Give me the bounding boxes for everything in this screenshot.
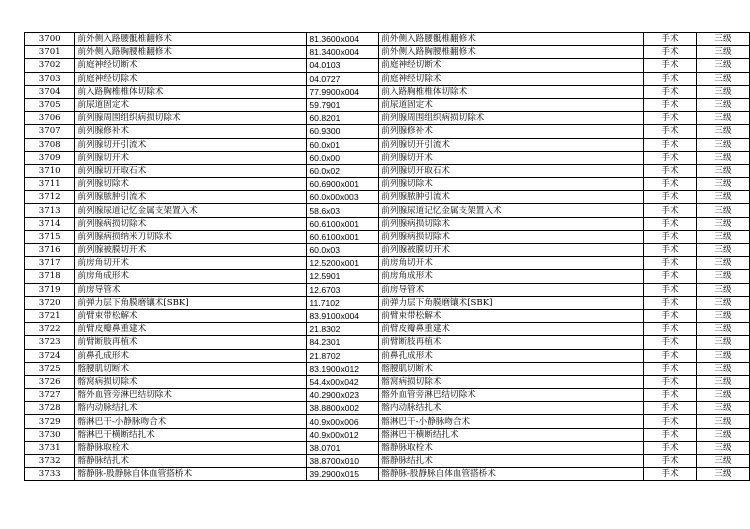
procedure-type-cell: 手术 [644, 204, 697, 217]
procedure-code-cell: 60.0x00 [307, 151, 379, 164]
procedure-type-cell: 手术 [644, 178, 697, 191]
procedure-level-cell: 三级 [696, 244, 749, 257]
procedure-name-standard-cell: 髂静脉结扎术 [379, 455, 644, 468]
procedure-level-cell: 三级 [696, 389, 749, 402]
procedure-code-cell: 38.8700x010 [307, 455, 379, 468]
procedure-name-cell: 前列腺病损纳米刀切除术 [75, 230, 307, 243]
row-number-cell: 3713 [25, 204, 75, 217]
row-number-cell: 3700 [25, 33, 75, 46]
procedure-name-cell: 髂窝病损切除术 [75, 375, 307, 388]
procedure-name-cell: 前臂皮瓣鼻重建术 [75, 323, 307, 336]
table-row [25, 244, 750, 257]
row-number-cell: 3720 [25, 296, 75, 309]
procedure-level-cell: 三级 [696, 138, 749, 151]
procedure-type-cell: 手术 [644, 33, 697, 46]
procedure-name-cell: 髂淋巴干-小静脉吻合术 [75, 415, 307, 428]
procedure-type-cell: 手术 [644, 98, 697, 111]
procedure-type-cell: 手术 [644, 323, 697, 336]
table-row [25, 59, 750, 72]
procedure-level-cell: 三级 [696, 362, 749, 375]
procedure-name-standard-cell: 髂淋巴干-小静脉吻合术 [379, 415, 644, 428]
table-row [25, 402, 750, 415]
procedure-code-cell: 83.9100x004 [307, 309, 379, 322]
procedure-type-cell: 手术 [644, 85, 697, 98]
procedure-name-standard-cell: 前臂断肢再植术 [379, 336, 644, 349]
procedure-level-cell: 三级 [696, 309, 749, 322]
procedure-name-standard-cell: 前列腺修补术 [379, 125, 644, 138]
procedure-level-cell: 三级 [696, 217, 749, 230]
procedure-name-cell: 前弹力层下角膜磨镶术[SBK] [75, 296, 307, 309]
procedure-type-cell: 手术 [644, 362, 697, 375]
procedure-name-standard-cell: 前列腺周围组织病损切除术 [379, 112, 644, 125]
procedure-name-cell: 前庭神经切除术 [75, 72, 307, 85]
table-row [25, 217, 750, 230]
procedure-level-cell: 三级 [696, 428, 749, 441]
procedure-name-standard-cell: 前臂皮瓣鼻重建术 [379, 323, 644, 336]
procedure-level-cell: 三级 [696, 204, 749, 217]
procedure-type-cell: 手术 [644, 151, 697, 164]
table-row [25, 375, 750, 388]
procedure-code-cell: 60.0x01 [307, 138, 379, 151]
row-number-cell: 3732 [25, 455, 75, 468]
procedure-name-standard-cell: 前弹力层下角膜磨镶术[SBK] [379, 296, 644, 309]
table-row [25, 468, 750, 481]
table-row [25, 428, 750, 441]
procedure-code-cell: 38.0701 [307, 441, 379, 454]
table-row [25, 230, 750, 243]
procedure-level-cell: 三级 [696, 283, 749, 296]
procedure-code-cell: 60.6100x001 [307, 217, 379, 230]
table-row [25, 138, 750, 151]
procedure-type-cell: 手术 [644, 336, 697, 349]
procedure-code-cell: 81.3400x004 [307, 46, 379, 59]
procedure-type-cell: 手术 [644, 217, 697, 230]
table-row [25, 270, 750, 283]
row-number-cell: 3712 [25, 191, 75, 204]
row-number-cell: 3710 [25, 164, 75, 177]
procedure-name-standard-cell: 髂外血管旁淋巴结切除术 [379, 389, 644, 402]
table-row [25, 178, 750, 191]
procedure-name-standard-cell: 前房角切开术 [379, 257, 644, 270]
procedure-type-cell: 手术 [644, 138, 697, 151]
procedure-name-cell: 髂腰肌切断术 [75, 362, 307, 375]
procedure-level-cell: 三级 [696, 270, 749, 283]
procedure-name-cell: 前鼻孔成形术 [75, 349, 307, 362]
procedure-name-standard-cell: 前入路胸椎椎体切除术 [379, 85, 644, 98]
table-row [25, 46, 750, 59]
procedure-code-cell: 40.2900x023 [307, 389, 379, 402]
procedure-code-cell: 60.6900x001 [307, 178, 379, 191]
table-row [25, 441, 750, 454]
table-row [25, 164, 750, 177]
procedure-code-cell: 84.2301 [307, 336, 379, 349]
procedure-name-standard-cell: 髂内动脉结扎术 [379, 402, 644, 415]
procedure-code-cell: 12.5901 [307, 270, 379, 283]
procedure-type-cell: 手术 [644, 389, 697, 402]
table-row [25, 257, 750, 270]
procedure-code-cell: 39.2900x015 [307, 468, 379, 481]
procedure-level-cell: 三级 [696, 151, 749, 164]
procedure-name-cell: 前列腺被膜切开术 [75, 244, 307, 257]
procedure-name-cell: 前列腺周围组织病损切除术 [75, 112, 307, 125]
procedure-name-standard-cell: 髂静脉-股静脉自体血管搭桥术 [379, 468, 644, 481]
procedure-type-cell: 手术 [644, 283, 697, 296]
row-number-cell: 3729 [25, 415, 75, 428]
procedure-type-cell: 手术 [644, 72, 697, 85]
procedure-type-cell: 手术 [644, 415, 697, 428]
procedure-code-cell: 21.8702 [307, 349, 379, 362]
procedure-name-cell: 前外侧入路腰骶椎翻修术 [75, 33, 307, 46]
procedure-level-cell: 三级 [696, 125, 749, 138]
table-row [25, 151, 750, 164]
row-number-cell: 3727 [25, 389, 75, 402]
procedure-code-cell: 40.9x00x006 [307, 415, 379, 428]
row-number-cell: 3716 [25, 244, 75, 257]
row-number-cell: 3723 [25, 336, 75, 349]
procedure-level-cell: 三级 [696, 98, 749, 111]
procedure-name-standard-cell: 前列腺病损切除术 [379, 217, 644, 230]
procedure-name-standard-cell: 前列腺尿道记忆金属支架置入术 [379, 204, 644, 217]
procedure-level-cell: 三级 [696, 441, 749, 454]
row-number-cell: 3730 [25, 428, 75, 441]
procedure-level-cell: 三级 [696, 230, 749, 243]
procedure-code-cell: 60.8201 [307, 112, 379, 125]
procedure-level-cell: 三级 [696, 72, 749, 85]
procedure-name-standard-cell: 前尿道固定术 [379, 98, 644, 111]
procedure-name-standard-cell: 前列腺切开取石术 [379, 164, 644, 177]
row-number-cell: 3733 [25, 468, 75, 481]
procedure-level-cell: 三级 [696, 296, 749, 309]
procedure-name-cell: 髂内动脉结扎术 [75, 402, 307, 415]
table-row [25, 323, 750, 336]
procedure-code-cell: 60.0x00x003 [307, 191, 379, 204]
procedure-name-cell: 前列腺切开术 [75, 151, 307, 164]
procedure-name-cell: 前臂束带松解术 [75, 309, 307, 322]
procedure-code-cell: 83.1900x012 [307, 362, 379, 375]
row-number-cell: 3725 [25, 362, 75, 375]
procedure-name-standard-cell: 前列腺病损切除术 [379, 230, 644, 243]
procedure-type-cell: 手术 [644, 112, 697, 125]
table-row [25, 191, 750, 204]
procedure-code-cell: 54.4x00x042 [307, 375, 379, 388]
procedure-name-cell: 前列腺切开取石术 [75, 164, 307, 177]
procedure-type-cell: 手术 [644, 349, 697, 362]
row-number-cell: 3731 [25, 441, 75, 454]
procedure-level-cell: 三级 [696, 323, 749, 336]
table-row [25, 72, 750, 85]
row-number-cell: 3707 [25, 125, 75, 138]
procedure-level-cell: 三级 [696, 349, 749, 362]
procedure-name-cell: 前列腺切开引流术 [75, 138, 307, 151]
procedure-name-standard-cell: 前房导管术 [379, 283, 644, 296]
procedure-name-cell: 前列腺尿道记忆金属支架置入术 [75, 204, 307, 217]
procedure-name-cell: 前庭神经切断术 [75, 59, 307, 72]
procedure-name-standard-cell: 前房角成形术 [379, 270, 644, 283]
table-row [25, 415, 750, 428]
procedure-code-cell: 04.0727 [307, 72, 379, 85]
row-number-cell: 3721 [25, 309, 75, 322]
procedure-type-cell: 手术 [644, 296, 697, 309]
table-row [25, 349, 750, 362]
procedure-type-cell: 手术 [644, 191, 697, 204]
procedure-code-cell: 77.9900x004 [307, 85, 379, 98]
row-number-cell: 3718 [25, 270, 75, 283]
procedure-name-standard-cell: 前列腺被膜切开术 [379, 244, 644, 257]
table-row [25, 296, 750, 309]
procedure-name-standard-cell: 前列腺脓肿引流术 [379, 191, 644, 204]
procedure-level-cell: 三级 [696, 468, 749, 481]
row-number-cell: 3715 [25, 230, 75, 243]
row-number-cell: 3706 [25, 112, 75, 125]
procedure-level-cell: 三级 [696, 112, 749, 125]
procedure-type-cell: 手术 [644, 468, 697, 481]
procedure-type-cell: 手术 [644, 59, 697, 72]
procedure-name-standard-cell: 前外侧入路腰骶椎翻修术 [379, 33, 644, 46]
procedure-type-cell: 手术 [644, 428, 697, 441]
procedure-name-standard-cell: 前外侧入路胸腰椎翻修术 [379, 46, 644, 59]
procedure-name-cell: 前尿道固定术 [75, 98, 307, 111]
table-row [25, 33, 750, 46]
procedure-name-standard-cell: 前列腺切开术 [379, 151, 644, 164]
table-row [25, 362, 750, 375]
procedure-name-standard-cell: 前列腺切开引流术 [379, 138, 644, 151]
procedure-name-cell: 髂淋巴干横断结扎术 [75, 428, 307, 441]
row-number-cell: 3702 [25, 59, 75, 72]
procedure-type-cell: 手术 [644, 257, 697, 270]
table-row [25, 204, 750, 217]
row-number-cell: 3719 [25, 283, 75, 296]
procedure-name-standard-cell: 髂窝病损切除术 [379, 375, 644, 388]
procedure-name-standard-cell: 髂静脉取栓术 [379, 441, 644, 454]
row-number-cell: 3711 [25, 178, 75, 191]
procedure-type-cell: 手术 [644, 244, 697, 257]
procedure-type-cell: 手术 [644, 375, 697, 388]
procedure-code-cell: 59.7901 [307, 98, 379, 111]
procedure-level-cell: 三级 [696, 455, 749, 468]
procedure-level-cell: 三级 [696, 336, 749, 349]
procedure-type-cell: 手术 [644, 164, 697, 177]
table-row [25, 112, 750, 125]
procedure-level-cell: 三级 [696, 164, 749, 177]
procedure-name-cell: 前外侧入路胸腰椎翻修术 [75, 46, 307, 59]
procedure-name-cell: 前列腺病损切除术 [75, 217, 307, 230]
procedure-name-standard-cell: 前庭神经切断术 [379, 59, 644, 72]
row-number-cell: 3704 [25, 85, 75, 98]
procedure-code-cell: 60.6100x001 [307, 230, 379, 243]
procedure-level-cell: 三级 [696, 257, 749, 270]
procedure-type-cell: 手术 [644, 46, 697, 59]
row-number-cell: 3709 [25, 151, 75, 164]
procedure-name-cell: 髂外血管旁淋巴结切除术 [75, 389, 307, 402]
procedure-level-cell: 三级 [696, 375, 749, 388]
row-number-cell: 3705 [25, 98, 75, 111]
row-number-cell: 3726 [25, 375, 75, 388]
procedure-name-cell: 髂静脉取栓术 [75, 441, 307, 454]
row-number-cell: 3717 [25, 257, 75, 270]
procedure-name-cell: 前臂断肢再植术 [75, 336, 307, 349]
procedure-type-cell: 手术 [644, 309, 697, 322]
procedure-code-cell: 21.8302 [307, 323, 379, 336]
table-row [25, 389, 750, 402]
table-row [25, 98, 750, 111]
row-number-cell: 3701 [25, 46, 75, 59]
row-number-cell: 3722 [25, 323, 75, 336]
procedure-table [24, 32, 750, 481]
procedure-name-standard-cell: 前列腺切除术 [379, 178, 644, 191]
procedure-type-cell: 手术 [644, 402, 697, 415]
procedure-code-cell: 12.6703 [307, 283, 379, 296]
table-row [25, 455, 750, 468]
procedure-name-standard-cell: 髂淋巴干横断结扎术 [379, 428, 644, 441]
procedure-name-cell: 髂静脉结扎术 [75, 455, 307, 468]
procedure-code-cell: 04.0103 [307, 59, 379, 72]
row-number-cell: 3708 [25, 138, 75, 151]
table-row [25, 125, 750, 138]
procedure-name-standard-cell: 髂腰肌切断术 [379, 362, 644, 375]
procedure-name-standard-cell: 前庭神经切除术 [379, 72, 644, 85]
row-number-cell: 3728 [25, 402, 75, 415]
procedure-code-cell: 40.9x00x012 [307, 428, 379, 441]
procedure-type-cell: 手术 [644, 455, 697, 468]
procedure-name-cell: 前房角成形术 [75, 270, 307, 283]
procedure-level-cell: 三级 [696, 59, 749, 72]
procedure-level-cell: 三级 [696, 33, 749, 46]
table-row [25, 283, 750, 296]
procedure-code-cell: 60.0x02 [307, 164, 379, 177]
row-number-cell: 3714 [25, 217, 75, 230]
table-row [25, 85, 750, 98]
procedure-table-body [25, 33, 750, 481]
procedure-code-cell: 38.8800x002 [307, 402, 379, 415]
procedure-level-cell: 三级 [696, 178, 749, 191]
procedure-code-cell: 12.5200x001 [307, 257, 379, 270]
table-row [25, 309, 750, 322]
procedure-name-cell: 前房角切开术 [75, 257, 307, 270]
procedure-name-cell: 前房导管术 [75, 283, 307, 296]
procedure-level-cell: 三级 [696, 415, 749, 428]
procedure-name-cell: 前列腺脓肿引流术 [75, 191, 307, 204]
procedure-name-cell: 前列腺切除术 [75, 178, 307, 191]
procedure-code-cell: 60.0x03 [307, 244, 379, 257]
procedure-type-cell: 手术 [644, 230, 697, 243]
procedure-code-cell: 11.7102 [307, 296, 379, 309]
procedure-level-cell: 三级 [696, 402, 749, 415]
row-number-cell: 3724 [25, 349, 75, 362]
procedure-level-cell: 三级 [696, 85, 749, 98]
procedure-code-cell: 60.9300 [307, 125, 379, 138]
row-number-cell: 3703 [25, 72, 75, 85]
procedure-code-cell: 81.3600x004 [307, 33, 379, 46]
procedure-type-cell: 手术 [644, 270, 697, 283]
procedure-type-cell: 手术 [644, 125, 697, 138]
procedure-name-standard-cell: 前臂束带松解术 [379, 309, 644, 322]
table-row [25, 336, 750, 349]
procedure-level-cell: 三级 [696, 46, 749, 59]
procedure-name-cell: 前列腺修补术 [75, 125, 307, 138]
procedure-name-standard-cell: 前鼻孔成形术 [379, 349, 644, 362]
procedure-code-cell: 58.6x03 [307, 204, 379, 217]
procedure-name-cell: 前入路胸椎椎体切除术 [75, 85, 307, 98]
procedure-type-cell: 手术 [644, 441, 697, 454]
procedure-name-cell: 髂静脉-股静脉自体血管搭桥术 [75, 468, 307, 481]
procedure-level-cell: 三级 [696, 191, 749, 204]
